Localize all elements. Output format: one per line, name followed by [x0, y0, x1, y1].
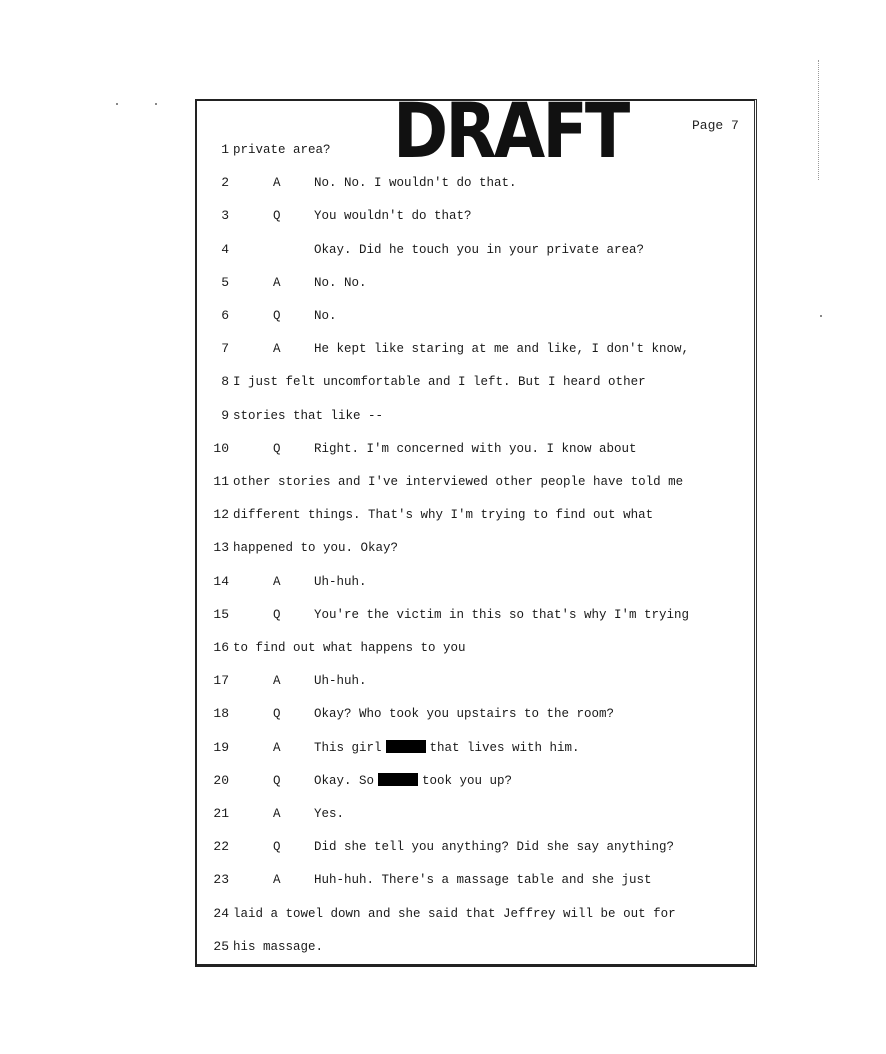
transcript-line: [0, 837, 886, 857]
transcript-line: [0, 306, 886, 326]
redaction-block: [378, 773, 418, 786]
transcript-line: [0, 671, 886, 691]
line-text: You wouldn't do that?: [314, 209, 472, 223]
speaker-label: Q: [273, 309, 281, 323]
line-text: No. No. I wouldn't do that.: [314, 176, 517, 190]
line-text: to find out what happens to you: [233, 641, 466, 655]
line-text: stories that like --: [233, 409, 384, 423]
line-number: 14: [213, 574, 229, 589]
page-number: Page 7: [692, 118, 739, 133]
speaker-label: A: [273, 276, 281, 290]
transcript-line: [0, 206, 886, 226]
speaker-label: A: [273, 873, 281, 887]
line-number: 2: [221, 175, 229, 190]
transcript-line: [0, 605, 886, 625]
line-text: Okay. Did he touch you in your private area?: [314, 243, 645, 257]
line-number: 1: [221, 142, 229, 157]
transcript-line: [0, 538, 886, 558]
transcript-line: [0, 273, 886, 293]
speaker-label: Q: [273, 840, 281, 854]
line-number: 25: [213, 939, 229, 954]
line-number: 24: [213, 906, 229, 921]
line-text: his massage.: [233, 940, 324, 954]
line-text: [314, 738, 580, 758]
line-text: [314, 771, 512, 791]
line-number: 18: [213, 706, 229, 721]
transcript-line: [0, 937, 886, 957]
line-number: 11: [213, 474, 229, 489]
speaker-label: Q: [273, 707, 281, 721]
line-text: Huh-huh. There's a massage table and she just: [314, 873, 652, 887]
line-number: 13: [213, 540, 229, 555]
line-number: 12: [213, 507, 229, 522]
line-number: 5: [221, 275, 229, 290]
transcript-line: [0, 140, 886, 160]
line-number: 7: [221, 341, 229, 356]
speaker-label: Q: [273, 774, 281, 788]
line-number: 19: [213, 740, 229, 755]
speaker-label: Q: [273, 608, 281, 622]
speaker-label: A: [273, 342, 281, 356]
line-text: You're the victim in this so that's why I'm trying: [314, 608, 690, 622]
line-number: 22: [213, 839, 229, 854]
line-number: 17: [213, 673, 229, 688]
transcript-line: [0, 704, 886, 724]
draft-stamp: DRAFT: [393, 87, 628, 176]
transcript-line: [0, 439, 886, 459]
redaction-block: [386, 740, 426, 753]
line-text: He kept like staring at me and like, I don't know,: [314, 342, 690, 356]
transcript-line: [0, 505, 886, 525]
scan-speck: [155, 103, 157, 105]
line-number: 6: [221, 308, 229, 323]
line-number: 8: [221, 374, 229, 389]
transcript-line: [0, 339, 886, 359]
line-number: 9: [221, 408, 229, 423]
speaker-label: A: [273, 741, 281, 755]
line-text: private area?: [233, 143, 331, 157]
line-text-after-redaction: took you up?: [422, 774, 513, 788]
line-text-before-redaction: This girl: [314, 741, 382, 755]
line-number: 10: [213, 441, 229, 456]
line-number: 20: [213, 773, 229, 788]
transcript-line: [0, 904, 886, 924]
transcript-line: [0, 804, 886, 824]
speaker-label: A: [273, 674, 281, 688]
speaker-label: A: [273, 807, 281, 821]
line-text: No.: [314, 309, 337, 323]
line-text: Uh-huh.: [314, 674, 367, 688]
line-text: Yes.: [314, 807, 345, 821]
transcript-line: [0, 638, 886, 658]
line-number: 21: [213, 806, 229, 821]
transcript-line: [0, 406, 886, 426]
transcript-line: [0, 240, 886, 260]
line-text-after-redaction: that lives with him.: [429, 741, 580, 755]
line-text: Did she tell you anything? Did she say anything?: [314, 840, 675, 854]
line-text-before-redaction: Okay. So: [314, 774, 375, 788]
line-text: other stories and I've interviewed other people have told me: [233, 475, 684, 489]
transcript-line: [0, 173, 886, 193]
scan-edge-artifact: [818, 60, 821, 180]
speaker-label: A: [273, 575, 281, 589]
transcript-line: [0, 771, 886, 791]
line-text: No. No.: [314, 276, 367, 290]
line-number: 16: [213, 640, 229, 655]
transcript-line: [0, 738, 886, 758]
line-text: Okay? Who took you upstairs to the room?: [314, 707, 615, 721]
transcript-line: [0, 372, 886, 392]
line-number: 4: [221, 242, 229, 257]
line-text: I just felt uncomfortable and I left. But I heard other: [233, 375, 646, 389]
transcript-line: [0, 572, 886, 592]
line-text: happened to you. Okay?: [233, 541, 399, 555]
speaker-label: Q: [273, 209, 281, 223]
line-number: 3: [221, 208, 229, 223]
transcript-line: [0, 870, 886, 890]
line-text: laid a towel down and she said that Jeffrey will be out for: [233, 907, 676, 921]
speaker-label: Q: [273, 442, 281, 456]
line-text: Uh-huh.: [314, 575, 367, 589]
line-text: different things. That's why I'm trying to find out what: [233, 508, 654, 522]
line-number: 23: [213, 872, 229, 887]
line-number: 15: [213, 607, 229, 622]
speaker-label: A: [273, 176, 281, 190]
line-text: Right. I'm concerned with you. I know about: [314, 442, 637, 456]
transcript-line: [0, 472, 886, 492]
scan-speck: [116, 103, 118, 105]
